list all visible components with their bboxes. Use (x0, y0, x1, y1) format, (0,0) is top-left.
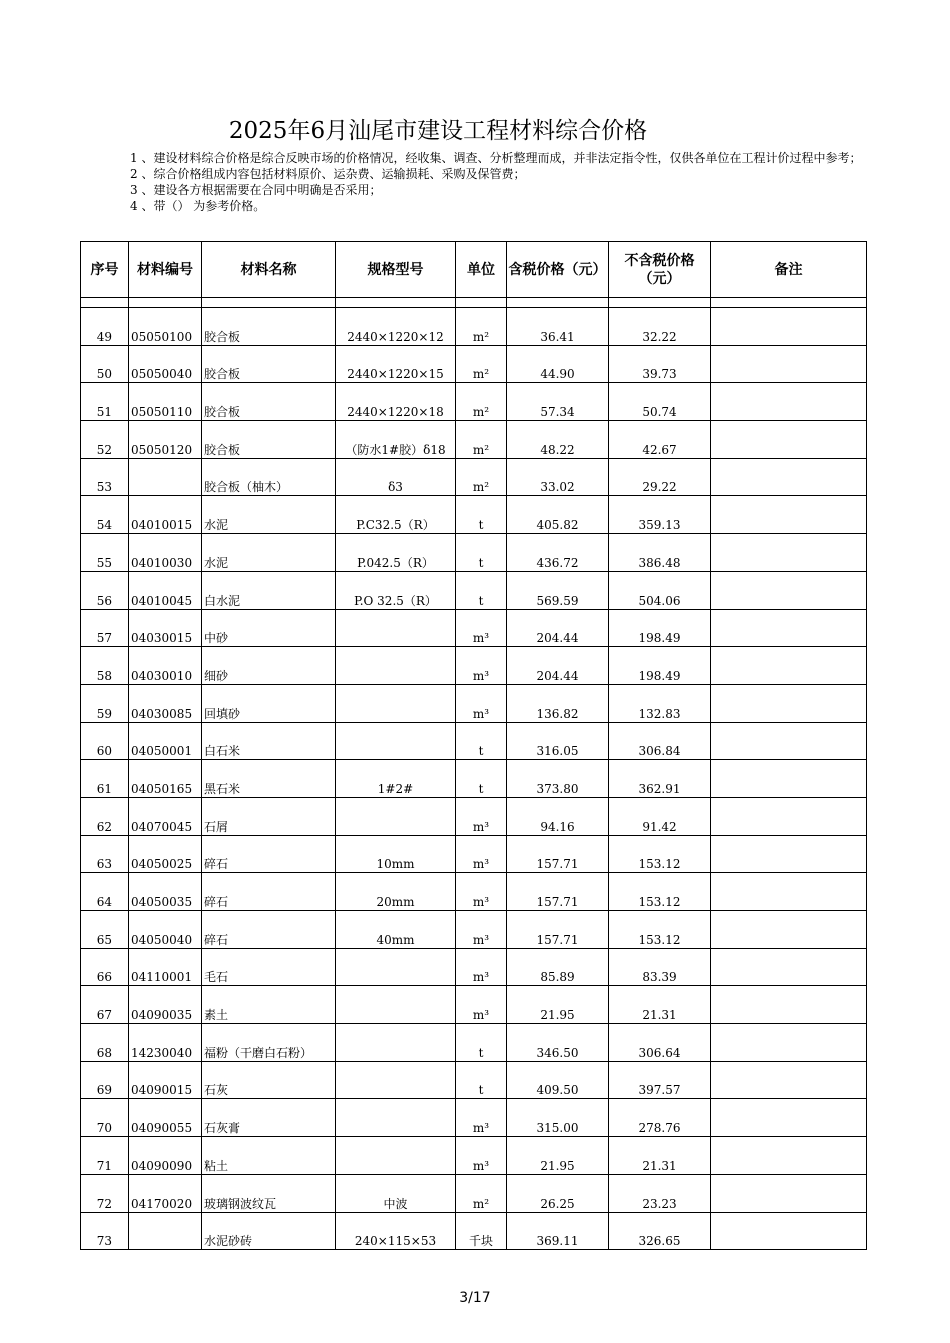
cell-unit: m³ (456, 835, 507, 873)
cell-name: 碎石 (202, 873, 336, 911)
cell-unit: t (456, 534, 507, 572)
cell-seq: 72 (81, 1174, 129, 1212)
cell-notax-price: 278.76 (609, 1099, 711, 1137)
cell-tax-price: 204.44 (507, 609, 609, 647)
cell-name: 玻璃钢波纹瓦 (202, 1174, 336, 1212)
cell-notax-price: 198.49 (609, 609, 711, 647)
cell-code: 04050040 (129, 911, 202, 949)
cell-name: 胶合板（柚木） (202, 458, 336, 496)
cell-name: 水泥 (202, 534, 336, 572)
cell-name: 胶合板 (202, 383, 336, 421)
cell-seq: 54 (81, 496, 129, 534)
cell-code: 05050040 (129, 345, 202, 383)
cell-seq: 55 (81, 534, 129, 572)
cell-notax-price: 326.65 (609, 1212, 711, 1250)
cell-seq: 62 (81, 797, 129, 835)
cell-unit: m³ (456, 911, 507, 949)
header-spec: 规格型号 (336, 242, 456, 298)
cell-remark (711, 797, 867, 835)
cell-notax-price: 306.84 (609, 722, 711, 760)
cell-tax-price: 316.05 (507, 722, 609, 760)
cell-tax-price: 204.44 (507, 647, 609, 685)
cell-seq: 68 (81, 1024, 129, 1062)
table-row (81, 421, 867, 459)
cell-name: 石灰 (202, 1061, 336, 1099)
cell-unit: m³ (456, 1137, 507, 1175)
header-notax-price: 不含税价格（元） (609, 242, 711, 298)
table-row (81, 383, 867, 421)
table-row (81, 722, 867, 760)
cell-tax-price: 405.82 (507, 496, 609, 534)
cell-tax-price: 57.34 (507, 383, 609, 421)
spacer-row (81, 298, 867, 308)
header-remark: 备注 (711, 242, 867, 298)
cell-tax-price: 157.71 (507, 911, 609, 949)
cell-notax-price: 153.12 (609, 873, 711, 911)
cell-tax-price: 157.71 (507, 873, 609, 911)
cell-tax-price: 85.89 (507, 948, 609, 986)
cell-name: 碎石 (202, 835, 336, 873)
cell-name: 黑石米 (202, 760, 336, 798)
cell-unit: m³ (456, 1099, 507, 1137)
cell-tax-price: 373.80 (507, 760, 609, 798)
table-row (81, 647, 867, 685)
cell-spec (336, 1024, 456, 1062)
cell-code: 04050035 (129, 873, 202, 911)
cell-code: 04030085 (129, 684, 202, 722)
table-row (81, 1024, 867, 1062)
cell-unit: m² (456, 308, 507, 346)
cell-code: 04030010 (129, 647, 202, 685)
cell-unit: t (456, 571, 507, 609)
table-row (81, 1212, 867, 1250)
cell-tax-price: 409.50 (507, 1061, 609, 1099)
cell-remark (711, 1174, 867, 1212)
cell-remark (711, 684, 867, 722)
cell-spec (336, 1137, 456, 1175)
cell-code: 04090035 (129, 986, 202, 1024)
header-tax-price: 含税价格（元） (507, 242, 609, 298)
cell-name: 胶合板 (202, 308, 336, 346)
cell-tax-price: 21.95 (507, 986, 609, 1024)
cell-unit: m³ (456, 684, 507, 722)
cell-remark (711, 383, 867, 421)
cell-name: 素土 (202, 986, 336, 1024)
cell-code (129, 1212, 202, 1250)
table-row (81, 345, 867, 383)
cell-name: 中砂 (202, 609, 336, 647)
cell-remark (711, 647, 867, 685)
cell-remark (711, 496, 867, 534)
cell-name: 细砂 (202, 647, 336, 685)
header-unit: 单位 (456, 242, 507, 298)
cell-remark (711, 911, 867, 949)
cell-code: 04170020 (129, 1174, 202, 1212)
cell-spec: 240×115×53 (336, 1212, 456, 1250)
cell-code: 04010045 (129, 571, 202, 609)
cell-seq: 60 (81, 722, 129, 760)
cell-code: 05050120 (129, 421, 202, 459)
table-row (81, 1099, 867, 1137)
cell-code: 04090090 (129, 1137, 202, 1175)
cell-remark (711, 421, 867, 459)
cell-seq: 71 (81, 1137, 129, 1175)
cell-code: 04070045 (129, 797, 202, 835)
cell-seq: 73 (81, 1212, 129, 1250)
cell-notax-price: 32.22 (609, 308, 711, 346)
cell-tax-price: 569.59 (507, 571, 609, 609)
cell-name: 胶合板 (202, 345, 336, 383)
cell-notax-price: 29.22 (609, 458, 711, 496)
table-row (81, 797, 867, 835)
cell-tax-price: 44.90 (507, 345, 609, 383)
cell-code: 05050110 (129, 383, 202, 421)
header-code: 材料编号 (129, 242, 202, 298)
cell-notax-price: 50.74 (609, 383, 711, 421)
table-row (81, 571, 867, 609)
cell-notax-price: 306.64 (609, 1024, 711, 1062)
cell-notax-price: 21.31 (609, 1137, 711, 1175)
cell-spec: 40mm (336, 911, 456, 949)
cell-spec: P.C32.5（R） (336, 496, 456, 534)
cell-seq: 49 (81, 308, 129, 346)
table-row (81, 308, 867, 346)
cell-spec (336, 948, 456, 986)
cell-seq: 61 (81, 760, 129, 798)
cell-tax-price: 157.71 (507, 835, 609, 873)
cell-spec: P.042.5（R） (336, 534, 456, 572)
cell-tax-price: 36.41 (507, 308, 609, 346)
cell-remark (711, 1061, 867, 1099)
cell-unit: m³ (456, 873, 507, 911)
cell-remark (711, 760, 867, 798)
cell-seq: 63 (81, 835, 129, 873)
cell-remark (711, 722, 867, 760)
cell-name: 碎石 (202, 911, 336, 949)
table-row (81, 873, 867, 911)
cell-seq: 70 (81, 1099, 129, 1137)
page-title: 2025年6月汕尾市建设工程材料综合价格 (228, 118, 648, 144)
cell-name: 石灰膏 (202, 1099, 336, 1137)
cell-tax-price: 136.82 (507, 684, 609, 722)
cell-unit: t (456, 1061, 507, 1099)
cell-unit: m² (456, 345, 507, 383)
cell-seq: 56 (81, 571, 129, 609)
cell-code: 04010030 (129, 534, 202, 572)
cell-unit: m² (456, 383, 507, 421)
cell-seq: 64 (81, 873, 129, 911)
notes (130, 150, 870, 214)
cell-spec (336, 609, 456, 647)
cell-seq: 66 (81, 948, 129, 986)
cell-code: 04050001 (129, 722, 202, 760)
cell-notax-price: 132.83 (609, 684, 711, 722)
cell-name: 毛石 (202, 948, 336, 986)
cell-remark (711, 345, 867, 383)
cell-spec (336, 1061, 456, 1099)
header-name: 材料名称 (202, 242, 336, 298)
cell-seq: 53 (81, 458, 129, 496)
cell-tax-price: 94.16 (507, 797, 609, 835)
cell-seq: 67 (81, 986, 129, 1024)
cell-spec (336, 684, 456, 722)
cell-remark (711, 1212, 867, 1250)
cell-seq: 69 (81, 1061, 129, 1099)
cell-tax-price: 346.50 (507, 1024, 609, 1062)
cell-tax-price: 26.25 (507, 1174, 609, 1212)
cell-code: 04050025 (129, 835, 202, 873)
table-row (81, 986, 867, 1024)
cell-code: 04090055 (129, 1099, 202, 1137)
cell-name: 水泥砂砖 (202, 1212, 336, 1250)
cell-unit: m³ (456, 609, 507, 647)
table-row (81, 835, 867, 873)
cell-notax-price: 21.31 (609, 986, 711, 1024)
cell-notax-price: 153.12 (609, 911, 711, 949)
cell-notax-price: 83.39 (609, 948, 711, 986)
cell-unit: m³ (456, 797, 507, 835)
table-row (81, 458, 867, 496)
table-row (81, 609, 867, 647)
cell-name: 胶合板 (202, 421, 336, 459)
note-2: 2 、综合价格组成内容包括材料原价、运杂费、运输损耗、采购及保管费； (130, 167, 526, 181)
table-row (81, 948, 867, 986)
cell-notax-price: 504.06 (609, 571, 711, 609)
cell-spec (336, 1099, 456, 1137)
cell-tax-price: 21.95 (507, 1137, 609, 1175)
cell-notax-price: 397.57 (609, 1061, 711, 1099)
cell-remark (711, 948, 867, 986)
cell-seq: 59 (81, 684, 129, 722)
cell-notax-price: 386.48 (609, 534, 711, 572)
note-4: 4 、带（） 为参考价格。 (130, 199, 266, 213)
cell-unit: m² (456, 421, 507, 459)
cell-name: 粘土 (202, 1137, 336, 1175)
note-1: 1 、建设材料综合价格是综合反映市场的价格情况，经收集、调查、分析整理而成，并非法定指令性，仅供各单位在工程计价过程中参考； (130, 151, 862, 165)
cell-remark (711, 308, 867, 346)
cell-remark (711, 571, 867, 609)
cell-spec: 中波 (336, 1174, 456, 1212)
cell-tax-price: 33.02 (507, 458, 609, 496)
header-row (81, 242, 867, 298)
cell-remark (711, 1099, 867, 1137)
cell-notax-price: 153.12 (609, 835, 711, 873)
cell-code: 04010015 (129, 496, 202, 534)
cell-code: 04090015 (129, 1061, 202, 1099)
cell-name: 白水泥 (202, 571, 336, 609)
cell-name: 石屑 (202, 797, 336, 835)
price-table (80, 241, 867, 1250)
cell-spec: 2440×1220×18 (336, 383, 456, 421)
cell-unit: m³ (456, 647, 507, 685)
cell-spec (336, 647, 456, 685)
cell-code: 04110001 (129, 948, 202, 986)
table-row (81, 760, 867, 798)
cell-code: 04050165 (129, 760, 202, 798)
cell-unit: t (456, 760, 507, 798)
table-row (81, 1137, 867, 1175)
cell-unit: m² (456, 1174, 507, 1212)
cell-spec (336, 797, 456, 835)
cell-seq: 52 (81, 421, 129, 459)
cell-unit: t (456, 496, 507, 534)
cell-code: 05050100 (129, 308, 202, 346)
cell-seq: 57 (81, 609, 129, 647)
table-row (81, 1061, 867, 1099)
cell-unit: m³ (456, 986, 507, 1024)
table-row (81, 496, 867, 534)
cell-name: 回填砂 (202, 684, 336, 722)
cell-seq: 50 (81, 345, 129, 383)
cell-remark (711, 1137, 867, 1175)
cell-tax-price: 436.72 (507, 534, 609, 572)
cell-seq: 51 (81, 383, 129, 421)
cell-code: 14230040 (129, 1024, 202, 1062)
cell-notax-price: 91.42 (609, 797, 711, 835)
cell-remark (711, 873, 867, 911)
cell-remark (711, 986, 867, 1024)
cell-spec: 2440×1220×15 (336, 345, 456, 383)
cell-seq: 65 (81, 911, 129, 949)
cell-remark (711, 835, 867, 873)
cell-spec: （防水1#胶）δ18 (336, 421, 456, 459)
cell-unit: m³ (456, 948, 507, 986)
cell-spec: 2440×1220×12 (336, 308, 456, 346)
cell-unit: t (456, 1024, 507, 1062)
cell-tax-price: 48.22 (507, 421, 609, 459)
cell-remark (711, 534, 867, 572)
cell-tax-price: 369.11 (507, 1212, 609, 1250)
cell-name: 水泥 (202, 496, 336, 534)
cell-seq: 58 (81, 647, 129, 685)
cell-notax-price: 23.23 (609, 1174, 711, 1212)
cell-notax-price: 39.73 (609, 345, 711, 383)
cell-name: 福粉（干磨白石粉） (202, 1024, 336, 1062)
table-row (81, 534, 867, 572)
table-row (81, 1174, 867, 1212)
cell-notax-price: 359.13 (609, 496, 711, 534)
cell-spec (336, 722, 456, 760)
page-number: 3/17 (459, 1290, 491, 1306)
cell-unit: t (456, 722, 507, 760)
cell-spec: 20mm (336, 873, 456, 911)
cell-remark (711, 609, 867, 647)
table-row (81, 684, 867, 722)
cell-code (129, 458, 202, 496)
cell-spec: 10mm (336, 835, 456, 873)
header-seq: 序号 (81, 242, 129, 298)
cell-code: 04030015 (129, 609, 202, 647)
cell-unit: m² (456, 458, 507, 496)
note-3: 3 、建设各方根据需要在合同中明确是否采用； (130, 183, 382, 197)
cell-spec (336, 986, 456, 1024)
cell-spec: 1#2# (336, 760, 456, 798)
cell-remark (711, 1024, 867, 1062)
table-row (81, 911, 867, 949)
cell-name: 白石米 (202, 722, 336, 760)
cell-notax-price: 42.67 (609, 421, 711, 459)
cell-spec: δ3 (336, 458, 456, 496)
cell-remark (711, 458, 867, 496)
cell-notax-price: 198.49 (609, 647, 711, 685)
cell-tax-price: 315.00 (507, 1099, 609, 1137)
cell-notax-price: 362.91 (609, 760, 711, 798)
cell-spec: P.O 32.5（R） (336, 571, 456, 609)
cell-unit: 千块 (456, 1212, 507, 1250)
